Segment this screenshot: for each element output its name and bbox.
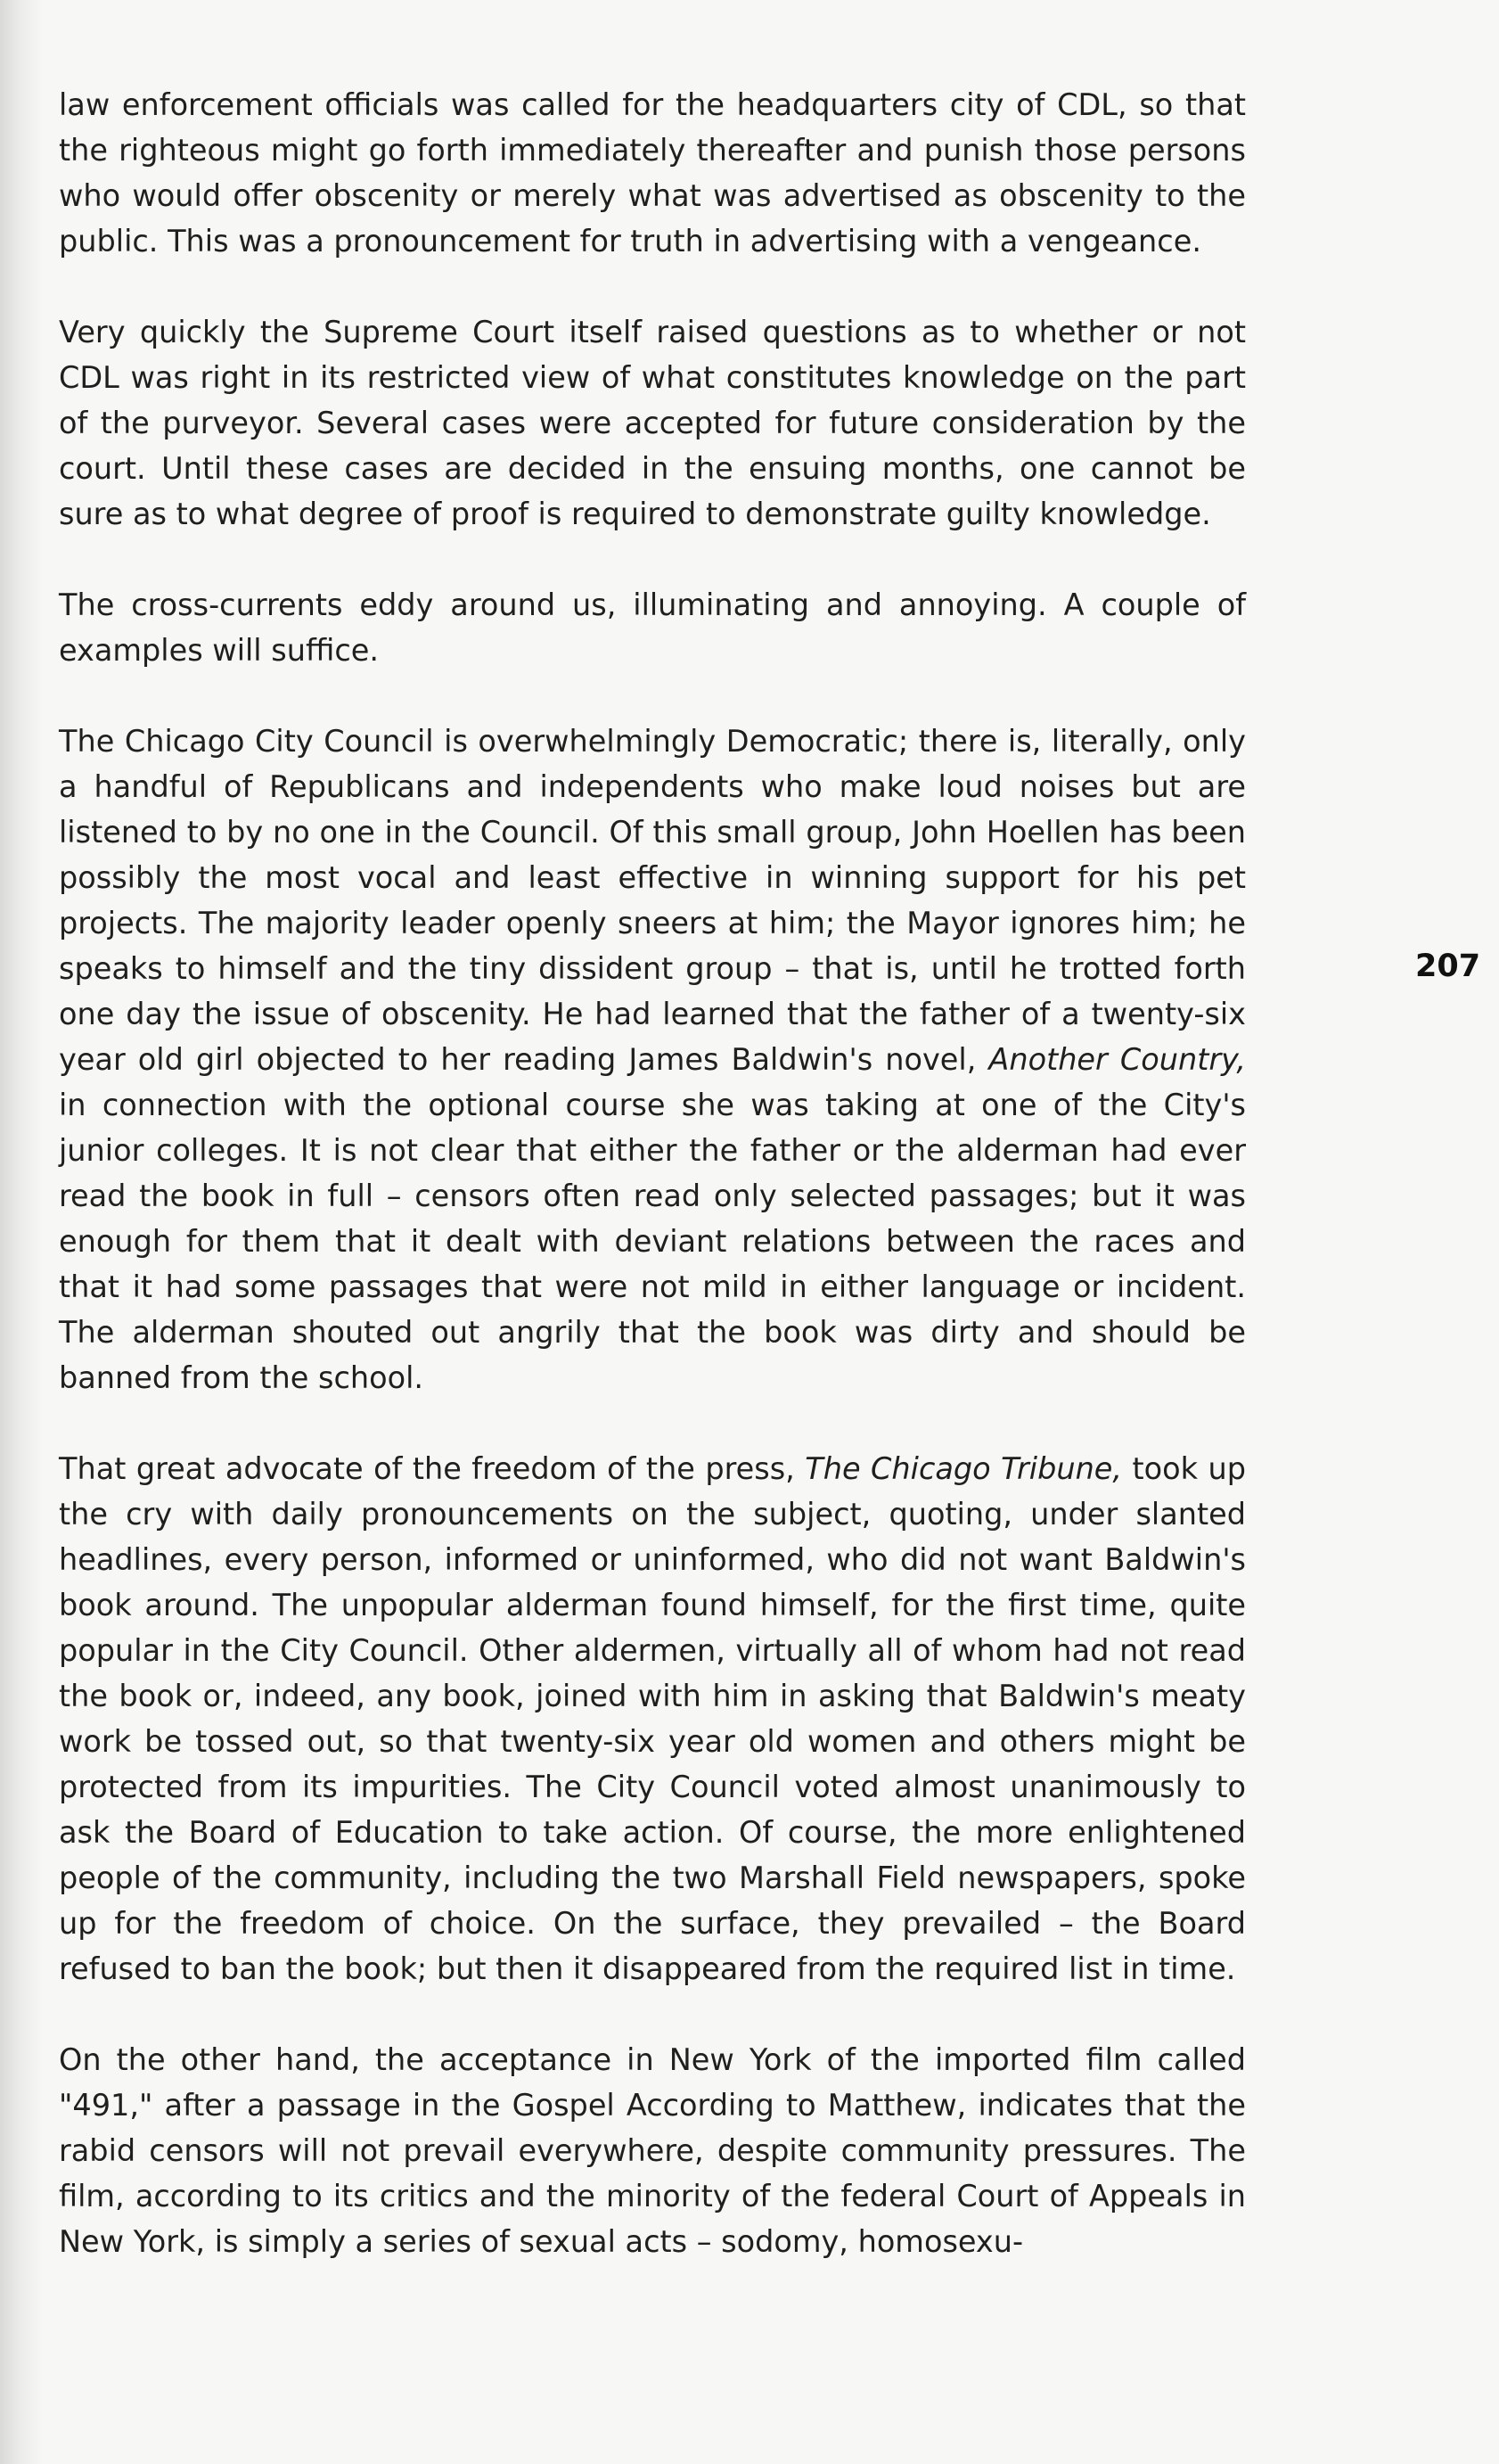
newspaper-title-chicago-tribune: The Chicago Tribune, <box>805 1451 1123 1486</box>
paragraph-4-text-end: in connection with the optional course she was taking at one of the City's junior colleges. It is not clear that either the father or the alderman had ever read the book in full – censors often read only selected passages; but it was enough for them that it dealt with deviant relations between the races and that it had some passages that were not mild in either language or incident. The alderman shouted out angrily that the book was dirty and should be banned from the school. <box>59 1088 1246 1395</box>
paragraph-2: Very quickly the Supreme Court itself raised questions as to whether or not CDL was right in its restricted view of what constitutes knowledge on the part of the purveyor. Several cases were accepted for future consideration by the court. Until these cases are decided in the ensuing months, one cannot be sure as to what degree of proof is required to demonstrate guilty knowledge. <box>59 315 1246 531</box>
paragraph-1: law enforcement officials was called for the headquarters city of CDL, so that the righteous might go forth immediately thereafter and punish those persons who would offer obscenity or merely what was advertised as obscenity to the public. This was a pronouncement for truth in advertising with a vengeance. <box>59 87 1246 259</box>
page-gutter-shadow <box>0 0 43 2464</box>
paragraph-5-text-end: took up the cry with daily pronouncements on the subject, quoting, under slanted headlines, every person, informed or uninformed, who did not want Baldwin's book around. The unpopular alderman found himself, for the first time, quite popular in the City Council. Other aldermen, virtually all of whom had not read the book or, indeed, any book, joined with him in asking that Baldwin's meaty work be tossed out, so that twenty-six year old women and others might be protected from its impurities. The City Council voted almost unanimously to ask the Board of Education to take action. Of course, the more enlightened people of the community, including the two Marshall Field newspapers, spoke up for the freedom of choice. On the surface, they prevailed – the Board refused to ban the book; but then it disappeared from the required list in time. <box>59 1451 1247 1986</box>
paragraph-5 <box>59 1446 1246 1992</box>
paragraph-6: On the other hand, the acceptance in New York of the imported film called "491," after a passage in the Gospel According to Matthew, indicates that the rabid censors will not prevail everywhere, despite community pressures. The film, according to its critics and the minority of the federal Court of Appeals in New York, is simply a series of sexual acts – sodomy, homosexu- <box>59 2042 1246 2259</box>
paragraph-3: The cross-currents eddy around us, illuminating and annoying. A couple of examples will suffice. <box>59 587 1246 668</box>
paragraph-5-text-start: That great advocate of the freedom of the press, <box>59 1451 806 1486</box>
paragraph-4-text-start: The Chicago City Council is overwhelmingly Democratic; there is, literally, only a handful of Republicans and independents who make loud noises but are listened to by no one in the Council. Of this small group, John Hoellen has been possibly the most vocal and least effective in winning support for his pet projects. The majority leader openly sneers at him; the Mayor ignores him; he speaks to himself and the tiny dissident group – that is, until he trotted forth one day the issue of obscenity. He had learned that the father of a twenty-six year old girl objected to her reading James Baldwin's novel, <box>59 724 1246 1077</box>
book-title-another-country: Another Country, <box>988 1042 1246 1077</box>
paragraph-4 <box>59 719 1246 1400</box>
page-number: 207 <box>1415 949 1481 984</box>
body-text <box>59 82 1246 2264</box>
